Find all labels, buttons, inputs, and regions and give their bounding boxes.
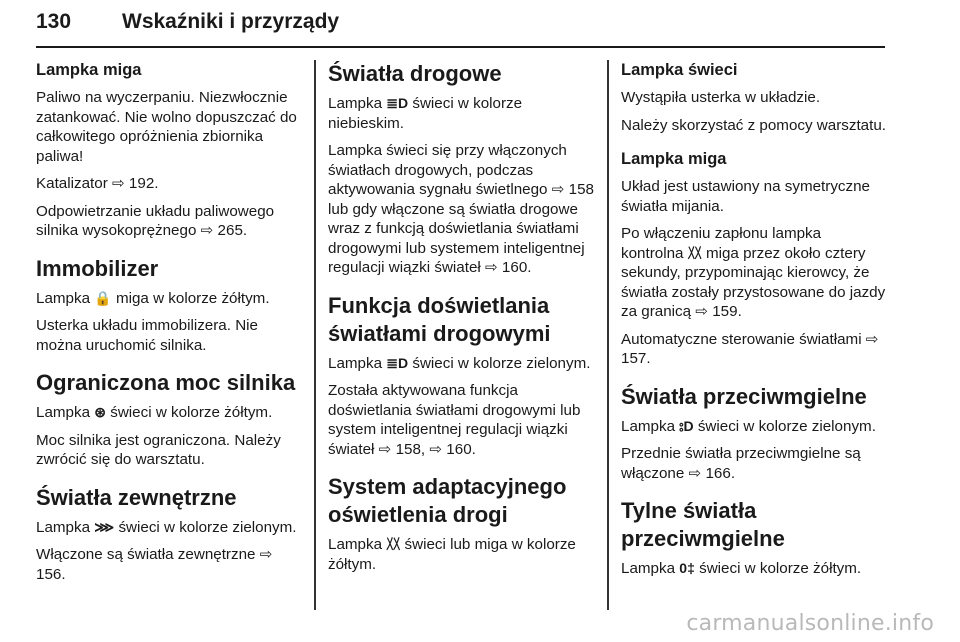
watermark: carmanualsonline.info (686, 611, 934, 636)
paragraph: Lampka ⊛ świeci w kolorze żółtym. (36, 404, 273, 421)
section-heading-lampka-swieci: Lampka świeci (621, 61, 738, 79)
high-beam-icon: ≣D (386, 95, 409, 111)
section-heading-front-fog: Światła przeciwmgielne (621, 383, 867, 409)
rear-fog-icon: 0‡ (679, 560, 695, 576)
column-divider-2 (607, 60, 609, 610)
section-heading-exterior-lights: Światła zewnętrzne (36, 484, 237, 510)
column-divider-1 (314, 60, 316, 610)
high-beam-assist-icon: ≣D (386, 354, 409, 371)
paragraph: Lampka ⋙ świeci w kolorze zielonym. (36, 518, 297, 536)
paragraph: Moc silnika jest ograniczona. Należy zwrócić się do warsztatu. (36, 431, 281, 468)
paragraph: Została aktywowana funkcja doświetlania światłami drogowymi lub system inteligentnej regulacji wiązki świateł ⇨ 158, ⇨ 160. (328, 382, 581, 458)
section-heading-lampka-miga: Lampka miga (36, 61, 142, 79)
header-rule (36, 46, 885, 48)
exterior-lights-icon: ⋙ (94, 518, 115, 535)
paragraph: Lampka ≣D świeci w kolorze niebieskim. (328, 95, 523, 132)
section-heading-high-beam-assist: Funkcja doświetlania światłami drogowymi (328, 292, 551, 346)
front-fog-icon: ⦂D (679, 417, 694, 434)
section-heading-immobilizer: Immobilizer (36, 255, 159, 281)
section-heading-power: Ograniczona moc silnika (36, 370, 296, 395)
paragraph: Włączone są światła zewnętrzne ⇨ 156. (36, 546, 273, 583)
paragraph: Układ jest ustawiony na symetryczne światła mijania. (621, 178, 871, 215)
section-heading-high-beam: Światła drogowe (328, 61, 502, 86)
section-heading-lampka-miga-2: Lampka miga (621, 150, 727, 168)
column-3 (621, 60, 887, 587)
paragraph: Lampka ⦂D świeci w kolorze zielonym. (621, 417, 876, 435)
paragraph: Przednie światła przeciwmgielne są włączone ⇨ 166. (621, 445, 861, 482)
paragraph-ref-katalizator: Katalizator ⇨ 192. (36, 175, 159, 192)
immobilizer-icon: 🔒 (94, 289, 112, 306)
page-number: 130 (36, 10, 72, 33)
paragraph: Lampka ≣D świeci w kolorze zielonym. (328, 354, 591, 372)
page-header (36, 4, 886, 46)
paragraph-ref-odpowietrzanie: Odpowietrzanie układu paliwowego silnika wysokoprężnego ⇨ 265. (36, 202, 275, 239)
section-heading-adaptive-lighting: System adaptacyjnego oświetlenia drogi (328, 474, 567, 527)
paragraph: Wystąpiła usterka w układzie. (621, 89, 821, 106)
paragraph: Paliwo na wyczerpaniu. Niezwłocznie zatankować. Nie wolno dopuszczać do całkowitego opróżnienia zbiornika paliwa! (36, 89, 297, 165)
paragraph: Automatyczne sterowanie światłami ⇨ 157. (621, 330, 879, 367)
adaptive-light-icon: 〷 (687, 244, 702, 261)
running-title: Wskaźniki i przyrządy (122, 10, 340, 33)
paragraph: Lampka 0‡ świeci w kolorze żółtym. (621, 560, 862, 577)
paragraph: Usterka układu immobilizera. Nie można uruchomić silnika. (36, 317, 258, 354)
paragraph: Lampka 〷 świeci lub miga w kolorze żółtym. (328, 536, 576, 573)
column-2 (328, 60, 596, 582)
power-reduction-icon: ⊛ (94, 404, 107, 420)
paragraph: Lampka świeci się przy włączonych światłach drogowych, podczas aktywowania sygnału świetlnego ⇨ 158 lub gdy włączone są światła drogowe wraz z funkcją doświetlania światłami drogowymi lub systemem inteligentnej regulacji wiązki świateł ⇨ 160. (328, 142, 595, 276)
paragraph: Lampka 🔒 miga w kolorze żółtym. (36, 289, 270, 307)
paragraph: Należy skorzystać z pomocy warsztatu. (621, 116, 887, 134)
paragraph: Po włączeniu zapłonu lampka kontrolna 〷 miga przez około cztery sekundy, przypominając kierowcy, że światła zostały przystosowane do jazdy za granicą ⇨ 159. (621, 225, 886, 320)
adaptive-light-icon: 〷 (386, 536, 401, 552)
column-1 (36, 60, 302, 592)
section-heading-rear-fog: Tylne światła przeciwmgielne (621, 498, 785, 551)
